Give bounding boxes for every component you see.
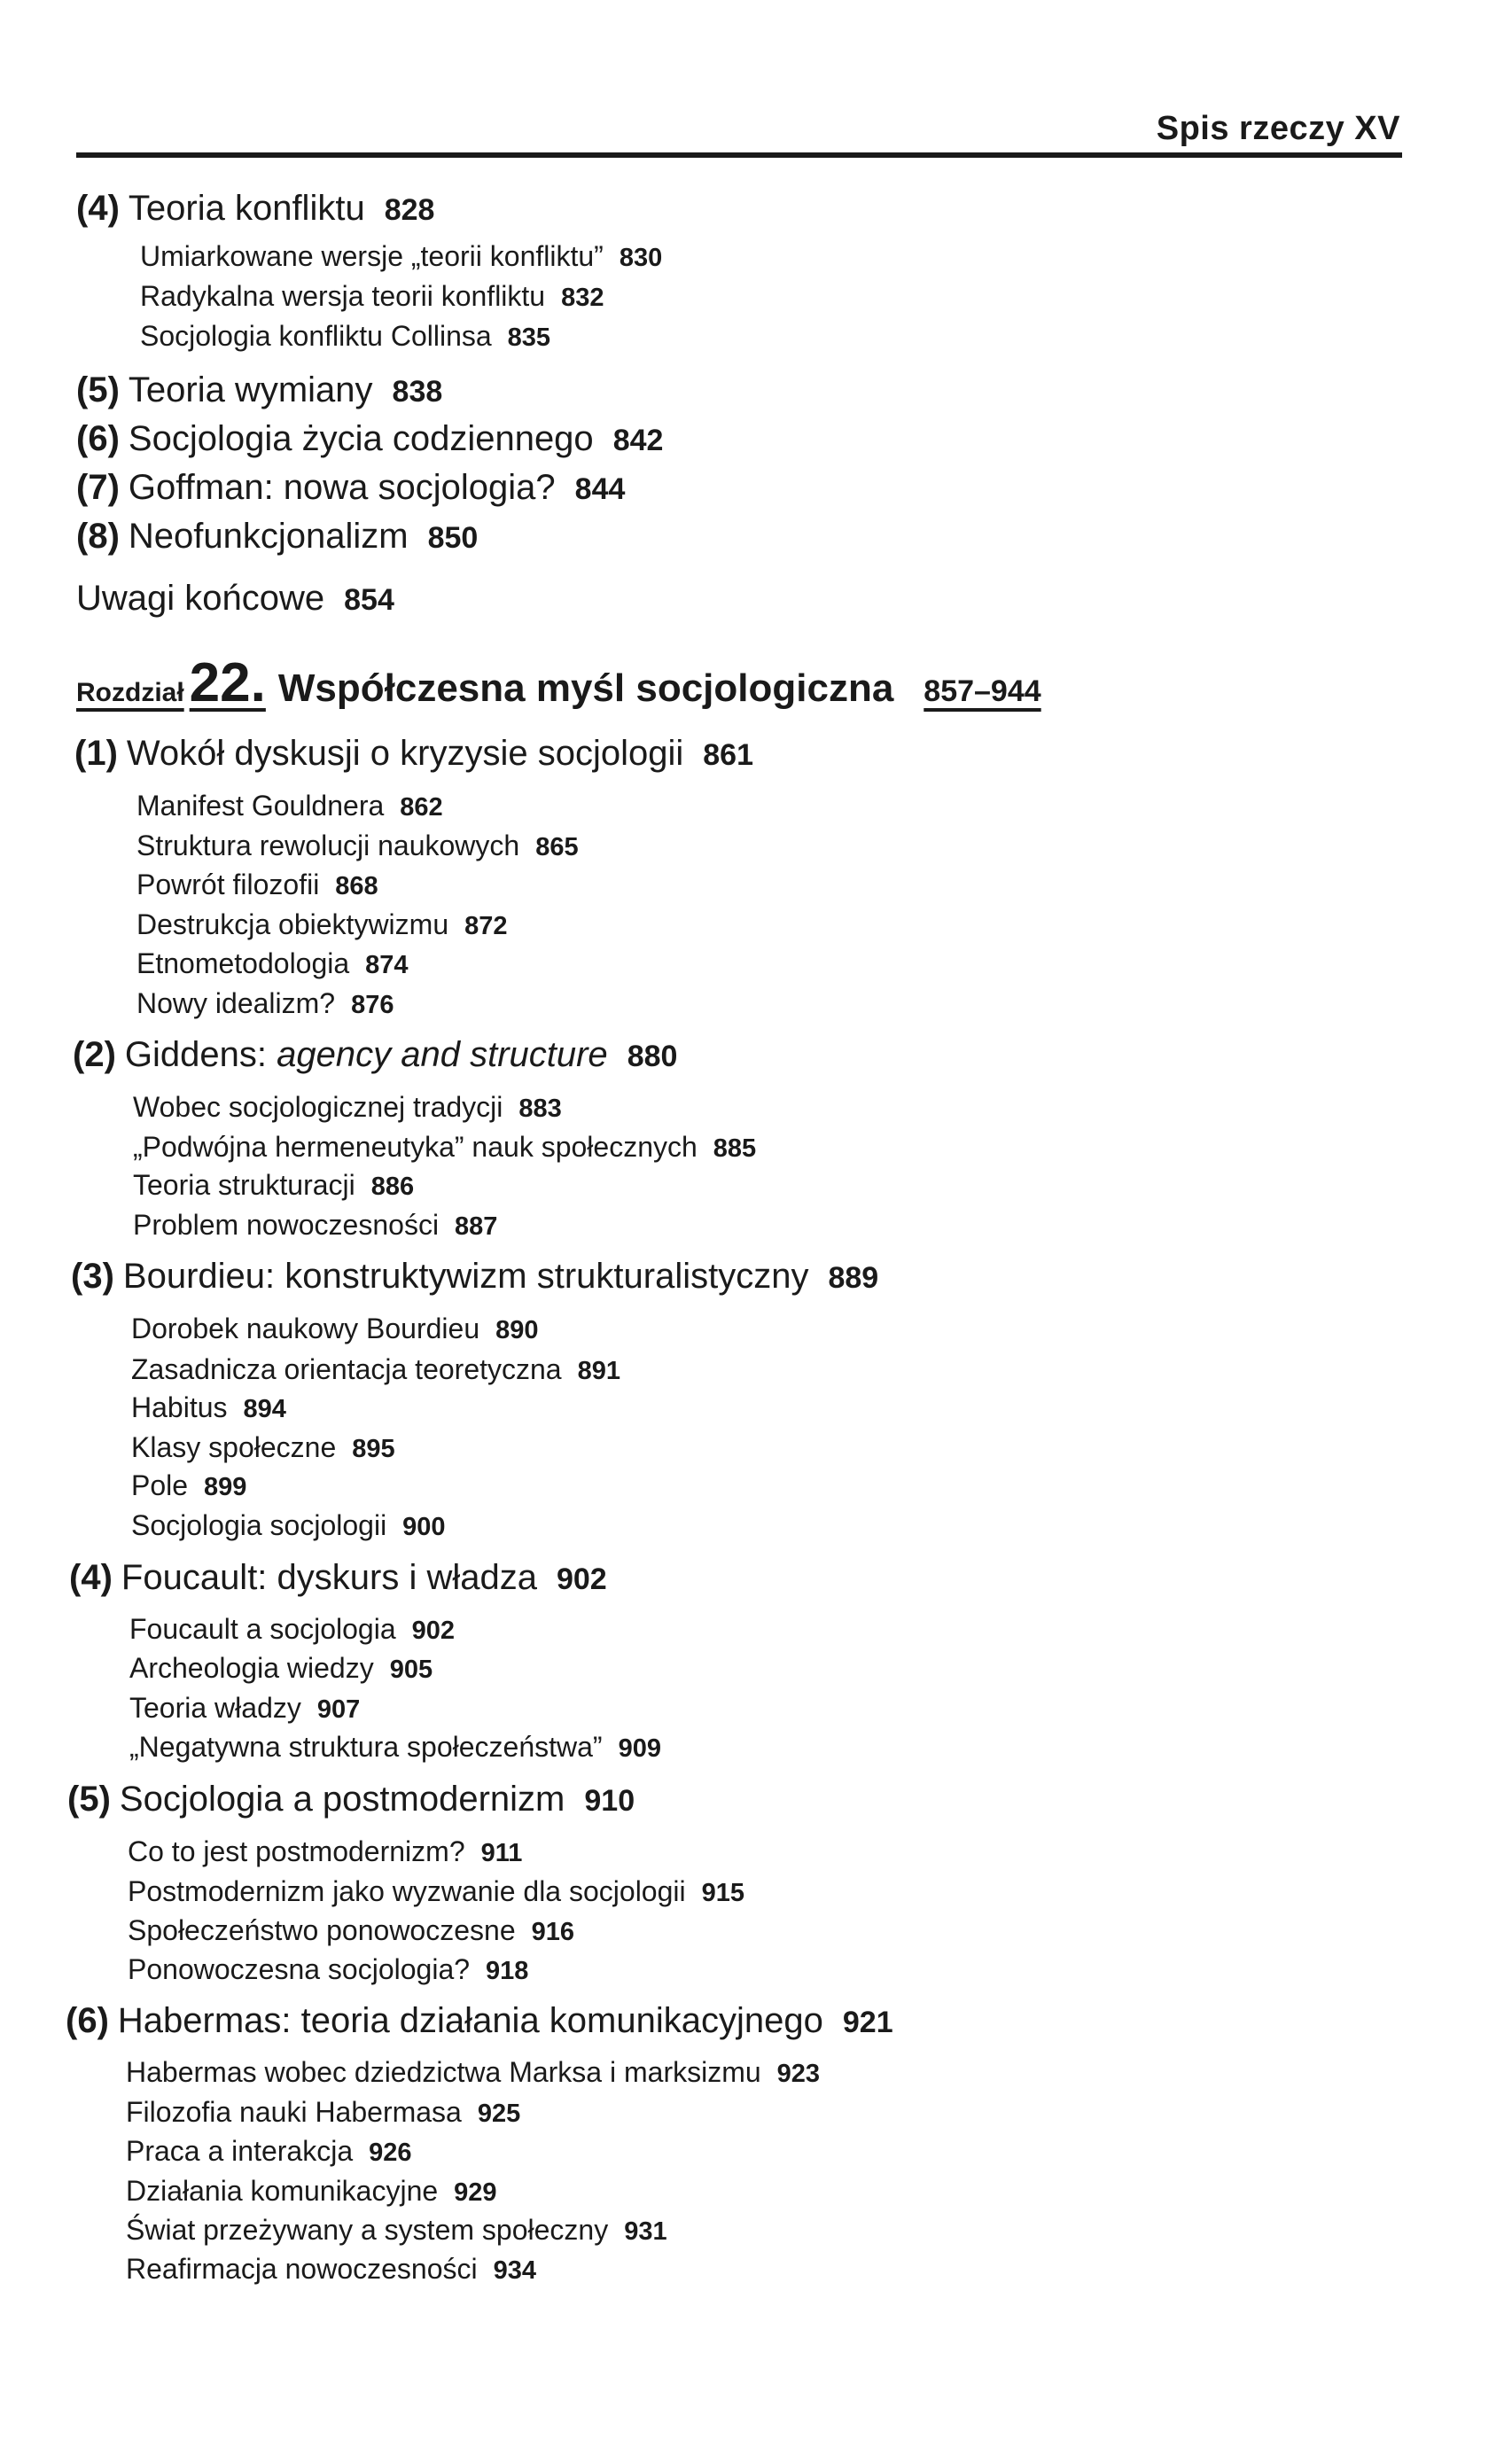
subsection-entry (136, 910, 508, 939)
chapter-number: 22. (189, 652, 266, 713)
subsection-entry (136, 831, 579, 861)
subsection-page: 876 (351, 991, 394, 1019)
section-title: Bourdieu: konstruktywizm strukturalistyczny (122, 1257, 809, 1296)
subsection-entry (140, 322, 550, 351)
section-entry (66, 2003, 893, 2038)
section-entry (74, 736, 753, 771)
subsection-title: Co to jest postmodernizm? (128, 1835, 465, 1867)
subsection-page: 916 (531, 1918, 574, 1946)
subsection-page: 909 (618, 1734, 661, 1763)
subsection-entry (129, 1694, 360, 1723)
subsection-entry (140, 242, 662, 271)
subsection-page: 890 (495, 1316, 539, 1344)
section-number: (8) (76, 517, 120, 556)
section-page: 921 (842, 2006, 893, 2039)
subsection-entry (126, 2216, 667, 2245)
section-page: 828 (384, 193, 435, 227)
subsection-page: 872 (464, 912, 508, 940)
section-page: 842 (612, 424, 664, 457)
section-page: 902 (556, 1562, 607, 1596)
section-number: (4) (69, 1558, 113, 1597)
section-title: Teoria wymiany (128, 370, 373, 409)
prev-section-entry (76, 191, 434, 226)
subsection-entry (131, 1511, 446, 1540)
subsection-page: 900 (402, 1513, 446, 1541)
section-page: 880 (627, 1040, 678, 1073)
subsection-entry (133, 1093, 562, 1122)
section-page: 861 (703, 738, 753, 772)
subsection-title: Filozofia nauki Habermasa (126, 2096, 462, 2128)
subsection-page: 887 (455, 1212, 498, 1241)
subsection-title: Etnometodologia (136, 947, 350, 979)
subsection-entry (126, 2098, 520, 2127)
chapter-label: Rozdział (76, 678, 184, 707)
section-title: Goffman: nowa socjologia? (128, 468, 556, 507)
subsection-page: 926 (369, 2139, 412, 2167)
subsection-page: 905 (389, 1656, 433, 1684)
subsection-title: Destrukcja obiektywizmu (136, 908, 449, 940)
subsection-title: Praca a interakcja (126, 2135, 354, 2167)
subsection-page: 895 (352, 1435, 395, 1463)
subsection-page: 835 (507, 323, 551, 352)
section-number: (5) (76, 370, 120, 409)
subsection-page: 918 (486, 1957, 529, 1985)
subsection-page: 902 (411, 1617, 456, 1645)
subsection-page: 868 (335, 872, 378, 900)
subsection-entry (131, 1393, 286, 1422)
subsection-title: Postmodernizm jako wyzwanie dla socjologii (128, 1875, 686, 1907)
subsection-page: 911 (480, 1839, 523, 1867)
subsection-title: Klasy społeczne (131, 1431, 337, 1463)
subsection-page: 830 (619, 244, 663, 272)
subsection-entry (128, 1955, 528, 1984)
subsection-title: Habitus (131, 1391, 228, 1423)
section-title: Neofunkcjonalizm (128, 517, 409, 556)
prev-section-entry (76, 518, 478, 554)
prev-section-entry (76, 421, 663, 456)
end-notes-entry (76, 580, 394, 616)
subsection-title: Manifest Gouldnera (136, 790, 385, 822)
section-number: (4) (76, 189, 120, 228)
section-entry (71, 1258, 878, 1294)
section-title-italic: agency and structure (277, 1035, 608, 1074)
section-number: (5) (67, 1780, 111, 1819)
subsection-title: Społeczeństwo ponowoczesne (128, 1914, 516, 1946)
section-number: (2) (73, 1035, 116, 1074)
subsection-entry (136, 791, 443, 821)
subsection-entry (140, 282, 604, 311)
subsection-title: Radykalna wersja teorii konfliktu (140, 280, 546, 312)
section-page: 850 (427, 521, 479, 555)
subsection-entry (128, 1837, 522, 1866)
subsection-page: 862 (400, 793, 443, 822)
subsection-title: Teoria władzy (129, 1692, 301, 1724)
subsection-page: 874 (365, 951, 409, 979)
subsection-title: Socjologia konfliktu Collinsa (140, 320, 492, 352)
chapter-title: Współczesna myśl socjologiczna (277, 666, 894, 710)
section-title: Socjologia życia codziennego (128, 419, 594, 458)
subsection-page: 883 (518, 1095, 562, 1123)
chapter-page-range: 857–944 (924, 674, 1041, 708)
subsection-title: Dorobek naukowy Bourdieu (131, 1313, 480, 1344)
section-number: (3) (71, 1257, 114, 1296)
subsection-title: Pole (131, 1469, 189, 1501)
subsection-title: Teoria strukturacji (133, 1169, 355, 1201)
prev-section-entry (76, 470, 625, 505)
subsection-entry (126, 2058, 820, 2087)
section-title: Wokół dyskusji o kryzysie socjologii (126, 734, 684, 773)
page-header-title: Spis rzeczy XV (1156, 110, 1400, 147)
section-title: Habermas: teoria działania komunikacyjnego (117, 2001, 823, 2040)
section-number: (6) (76, 419, 120, 458)
subsection-title: Problem nowoczesności (133, 1209, 440, 1241)
subsection-title: Działania komunikacyjne (126, 2175, 439, 2207)
subsection-entry (131, 1314, 539, 1344)
section-entry (73, 1037, 677, 1072)
subsection-entry (128, 1916, 574, 1945)
subsection-title: Powrót filozofii (136, 869, 320, 900)
subsection-entry (136, 949, 409, 978)
subsection-entry (126, 2255, 536, 2284)
subsection-page: 925 (477, 2100, 521, 2128)
subsection-title: Struktura rewolucji naukowych (136, 830, 520, 861)
section-title: Uwagi końcowe (76, 579, 325, 618)
subsection-page: 865 (535, 833, 579, 861)
subsection-title: Wobec socjologicznej tradycji (133, 1091, 503, 1123)
subsection-entry (129, 1654, 433, 1683)
subsection-page: 886 (370, 1173, 415, 1201)
section-entry (69, 1560, 607, 1595)
subsection-entry (136, 989, 394, 1018)
section-title: Foucault: dyskurs i władza (121, 1558, 537, 1597)
subsection-title: Reafirmacja nowoczesności (126, 2253, 478, 2285)
subsection-entry (129, 1615, 455, 1644)
section-entry (67, 1781, 635, 1817)
subsection-page: 934 (493, 2256, 536, 2285)
subsection-entry (126, 2177, 497, 2206)
section-number: (7) (76, 468, 120, 507)
subsection-entry (131, 1355, 620, 1384)
subsection-page: 899 (204, 1473, 247, 1501)
subsection-entry (133, 1133, 756, 1162)
subsection-title: „Podwójna hermeneutyka” nauk społecznych (133, 1131, 698, 1163)
subsection-page: 885 (713, 1134, 757, 1163)
subsection-entry (126, 2137, 412, 2166)
subsection-page: 832 (561, 284, 604, 312)
subsection-page: 894 (243, 1395, 286, 1423)
subsection-page: 915 (701, 1879, 744, 1907)
subsection-title: Socjologia socjologii (131, 1509, 387, 1541)
subsection-entry (136, 870, 378, 900)
section-number: (6) (66, 2001, 109, 2040)
section-page: 838 (392, 375, 443, 409)
subsection-title: Ponowoczesna socjologia? (128, 1953, 471, 1985)
subsection-page: 929 (454, 2178, 497, 2207)
subsection-entry (133, 1171, 414, 1200)
prev-section-entry (76, 372, 442, 408)
subsection-entry (133, 1211, 497, 1240)
subsection-entry (131, 1433, 395, 1462)
section-page: 854 (344, 583, 394, 617)
subsection-page: 907 (316, 1695, 361, 1724)
subsection-title: Umiarkowane wersje „teorii konfliktu” (140, 240, 604, 272)
subsection-title: Nowy idealizm? (136, 987, 336, 1019)
section-page: 844 (574, 472, 626, 506)
subsection-title: Foucault a socjologia (129, 1613, 396, 1645)
section-title: Teoria konfliktu (128, 189, 365, 228)
section-page: 889 (828, 1261, 879, 1295)
section-number: (1) (74, 734, 118, 773)
subsection-title: Habermas wobec dziedzictwa Marksa i marksizmu (126, 2056, 761, 2088)
section-page: 910 (584, 1784, 635, 1818)
subsection-page: 891 (577, 1357, 620, 1385)
section-title: Giddens: (124, 1035, 267, 1074)
section-title: Socjologia a postmodernizm (119, 1780, 565, 1819)
subsection-title: Archeologia wiedzy (129, 1652, 374, 1684)
subsection-title: Świat przeżywany a system społeczny (126, 2214, 609, 2246)
subsection-entry (131, 1471, 246, 1500)
subsection-title: Zasadnicza orientacja teoretyczna (131, 1353, 562, 1385)
subsection-entry (128, 1877, 744, 1906)
subsection-entry (129, 1733, 661, 1762)
subsection-page: 923 (776, 2060, 821, 2088)
subsection-title: „Negatywna struktura społeczeństwa” (129, 1731, 603, 1763)
subsection-page: 931 (624, 2217, 667, 2246)
